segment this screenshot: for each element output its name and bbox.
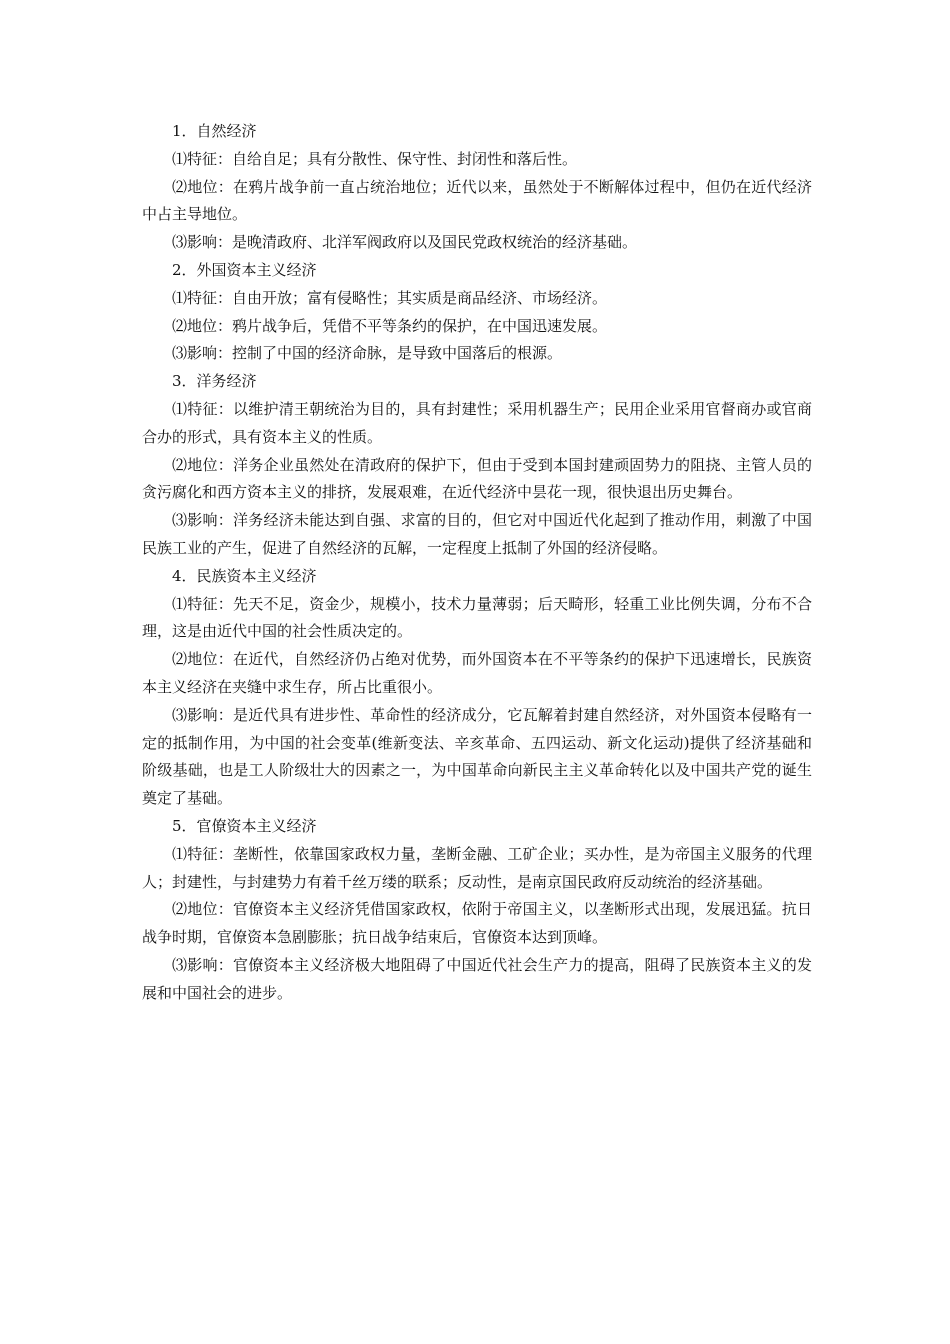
document-body	[142, 118, 812, 1008]
paragraph: ⑶影响：控制了中国的经济命脉，是导致中国落后的根源。	[172, 344, 563, 363]
paragraph: ⑵地位：在鸦片战争前一直占统治地位；近代以来，虽然处于不断解体过程中，但仍在近代经济中占主导地位。	[142, 177, 812, 224]
section-heading: 2．外国资本主义经济	[172, 260, 317, 279]
paragraph: ⑵地位：鸦片战争后，凭借不平等条约的保护，在中国迅速发展。	[172, 316, 608, 335]
section-heading: 4．民族资本主义经济	[172, 566, 317, 585]
paragraph: ⑵地位：洋务企业虽然处在清政府的保护下，但由于受到本国封建顽固势力的阻挠、主管人员的贪污腐化和西方资本主义的排挤，发展艰难，在近代经济中昙花一现，很快退出历史舞台。	[142, 455, 812, 502]
section-heading: 5．官僚资本主义经济	[172, 816, 317, 835]
paragraph: ⑴特征：先天不足，资金少，规模小，技术力量薄弱；后天畸形，轻重工业比例失调，分布不合理，这是由近代中国的社会性质决定的。	[142, 594, 812, 641]
paragraph: ⑵地位：官僚资本主义经济凭借国家政权，依附于帝国主义，以垄断形式出现，发展迅猛。抗日战争时期，官僚资本急剧膨胀；抗日战争结束后，官僚资本达到顶峰。	[142, 900, 812, 947]
paragraph: ⑴特征：以维护清王朝统治为目的，具有封建性；采用机器生产；民用企业采用官督商办或官商合办的形式，具有资本主义的性质。	[142, 399, 812, 446]
paragraph: ⑶影响：是晚清政府、北洋军阀政府以及国民党政权统治的经济基础。	[172, 233, 638, 252]
section-heading: 1．自然经济	[172, 122, 257, 140]
paragraph: ⑶影响：官僚资本主义经济极大地阻碍了中国近代社会生产力的提高，阻碍了民族资本主义的发展和中国社会的进步。	[142, 955, 812, 1002]
paragraph: ⑶影响：是近代具有进步性、革命性的经济成分，它瓦解着封建自然经济，对外国资本侵略有一定的抵制作用，为中国的社会变革(维新变法、辛亥革命、五四运动、新文化运动)提供了经济基础和阶级基础，也是工人阶级壮大的因素之一，为中国革命向新民主主义革命转化以及中国共产党的诞生奠定了基础。	[142, 705, 812, 808]
paragraph: ⑴特征：垄断性，依靠国家政权力量，垄断金融、工矿企业；买办性，是为帝国主义服务的代理人；封建性，与封建势力有着千丝万缕的联系；反动性，是南京国民政府反动统治的经济基础。	[142, 844, 812, 891]
paragraph: ⑴特征：自由开放；富有侵略性；其实质是商品经济、市场经济。	[172, 288, 608, 307]
paragraph: ⑴特征：自给自足；具有分散性、保守性、封闭性和落后性。	[172, 149, 578, 168]
section-heading: 3．洋务经济	[172, 372, 257, 391]
paragraph: ⑶影响：洋务经济未能达到自强、求富的目的，但它对中国近代化起到了推动作用，刺激了中国民族工业的产生，促进了自然经济的瓦解，一定程度上抵制了外国的经济侵略。	[142, 511, 812, 557]
paragraph: ⑵地位：在近代，自然经济仍占绝对优势，而外国资本在不平等条约的保护下迅速增长，民族资本主义经济在夹缝中求生存，所占比重很小。	[142, 650, 812, 696]
